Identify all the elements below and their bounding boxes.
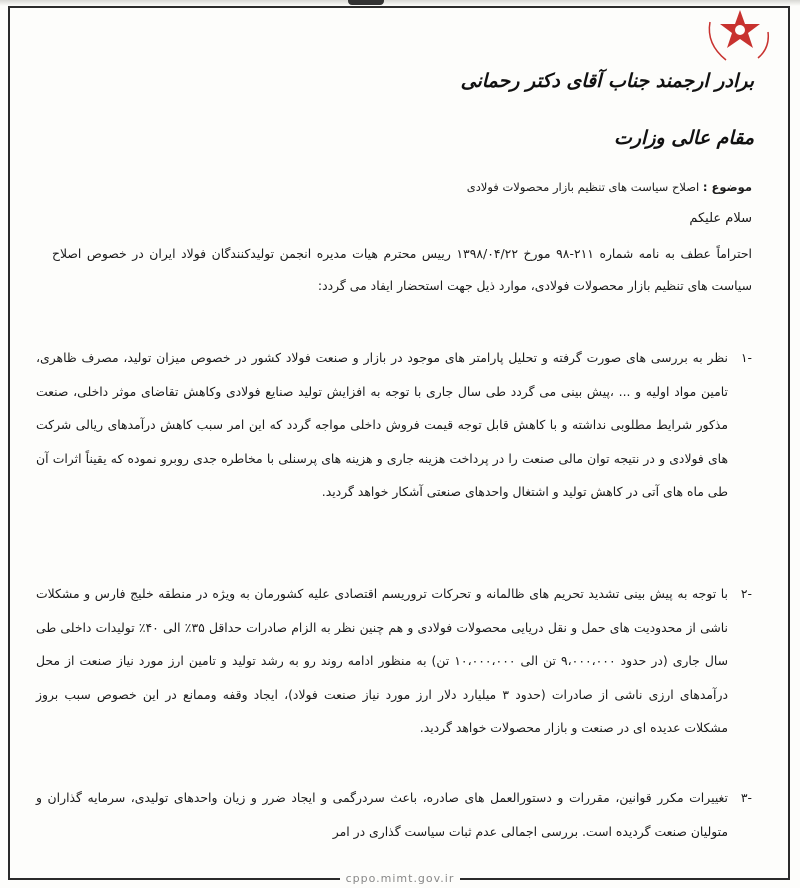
item-text: نظر به بررسی های صورت گرفته و تحلیل پارامتر های موجود در بازار و صنعت فولاد کشور در خصوص میزان تولید، مصرف ظاهری، تامین مواد اولیه و ... ،پیش بینی می گردد طی سال جاری با توجه به افزایش تولید صنایع فولادی وکاهش تقاضای موثر داخلی، صنعت مذکور شرایط مطلوبی نداشته و با کاهش قابل توجه قیمت فروش داخلی مواجه گردد که این امر سبب کاهش درآمدهای ریالی شرکت های فولادی و در نتیجه توان مالی صنعت را در پرداخت هزینه جاری و هزینه های پرسنلی با مخاطره جدی روبرو نموده که یقیناً اثرات آن طی ماه های آتی در کاهش تولید و اشتغال واحدهای صنعتی آشکار خواهد گردید. (36, 350, 728, 500)
item-number: -۱ (740, 350, 752, 365)
item-text: تغییرات مکرر قوانین، مقررات و دستورالعمل های صادره، باعث سردرگمی و ایجاد ضرر و زیان واحدهای تولیدی، سرمایه گذاران و متولیان صنعت گردیده است. بررسی اجمالی عدم ثبات سیاست گذاری در امر (36, 790, 728, 839)
recipient-title: مقام عالی وزارت (613, 127, 754, 149)
list-item (36, 577, 752, 745)
top-fragment-mark (348, 0, 384, 5)
subject-label: موضوع : (702, 180, 752, 194)
item-text: با توجه به پیش بینی تشدید تحریم های ظالمانه و تحرکات تروریسم اقتصادی علیه کشورمان به ویژه در منطقه خلیج فارس و مشکلات ناشی از محدودیت های حمل و نقل دریایی محصولات فولادی و هم چنین نظر به الزام صادرات حداقل ۳۵٪ الی ۴۰٪ تولیدات داخلی طی سال جاری (در حدود ۹،۰۰۰،۰۰۰ تن الی ۱۰،۰۰۰،۰۰۰ تن) به منظور ادامه روند رو به رشد تولید و تامین ارز مورد نیاز صنعت از محل درآمدهای ارزی ناشی از صادرات (حدود ۳ میلیارد دلار ارز مورد نیاز صنعت فولاد)، ایجاد وقفه وممانع در این خصوص سبب بروز مشکلات عدیده ای در صنعت و بازار محصولات خواهد گردید. (36, 586, 729, 736)
association-logo-icon (700, 4, 772, 64)
footer-watermark (0, 872, 800, 885)
list-item (36, 781, 752, 848)
intro-paragraph: احتراماً عطف به نامه شماره ۲۱۱-۹۸ مورخ ۱۳۹۸/۰۴/۲۲ رییس محترم هیات مدیره انجمن تولیدکنندگان فولاد ایران در خصوص اصلاح سیاست های تنظیم بازار محصولات فولادی، موارد ذیل جهت استحضار ایفاد می گردد: (52, 246, 752, 293)
greeting: سلام علیکم (689, 211, 752, 226)
subject-line (467, 180, 752, 194)
item-number: -۳ (740, 790, 752, 805)
list-item (36, 341, 752, 509)
recipient-name: برادر ارجمند جناب آقای دکتر رحمانی (460, 70, 754, 92)
subject-text: اصلاح سیاست های تنظیم بازار محصولات فولادی (466, 180, 700, 194)
footer-site: cppo.mimt.gov.ir (340, 872, 461, 885)
item-number: -۲ (740, 586, 752, 601)
